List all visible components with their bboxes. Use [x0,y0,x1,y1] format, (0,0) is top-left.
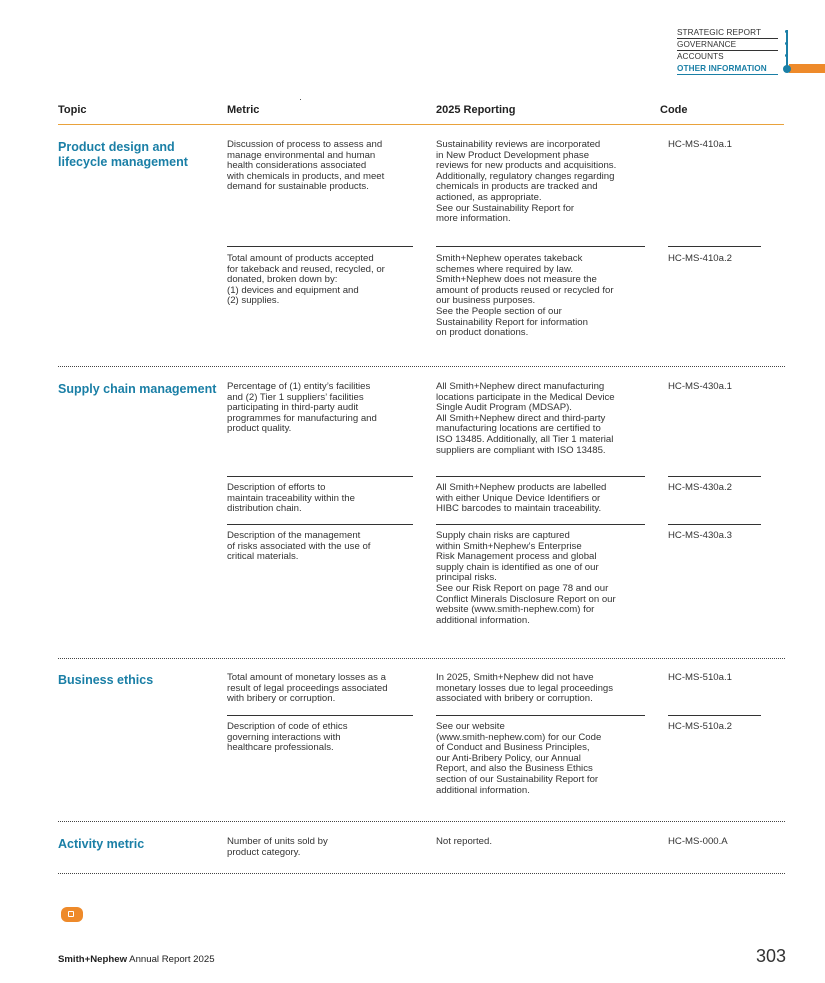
reporting-cell: Smith+Nephew operates takeback schemes where required by law. Smith+Nephew does not measure the amount of products reused or recycled for our business purposes. See the People section of our Sustainability Report for information on product donations. [436,253,614,339]
metric-cell: Description of efforts to maintain traceability within the distribution chain. [227,482,355,515]
reporting-cell: All Smith+Nephew products are labelled with either Unique Device Identifiers or HIBC barcodes to maintain traceability. [436,482,607,515]
nav-track-line [786,30,788,68]
speck [300,99,301,100]
metric-cell: Percentage of (1) entity’s facilities and (2) Tier 1 suppliers’ facilities participating in third-party audit programmes for manufacturing and product quality. [227,381,377,435]
header-metric: Metric [227,104,260,116]
nav-item-strategic-report[interactable]: STRATEGIC REPORT [677,27,778,39]
reporting-cell: Supply chain risks are captured within Smith+Nephew’s Enterprise Risk Management process and global supply chain is identified as one of our principal risks. See our Risk Report on page 78 and our Conflict Minerals Disclosure Report on our website (www.smith-nephew.com) for additional information. [436,530,616,626]
metric-cell: Description of code of ethics governing interactions with healthcare professionals. [227,721,348,754]
section-separator [58,366,785,367]
page-number: 303 [755,946,786,966]
nav-marker-dot [785,42,788,45]
footer-brand [58,954,215,965]
row-divider [227,246,413,247]
row-divider [227,524,413,525]
row-divider [668,246,761,247]
header-code: Code [660,104,688,116]
code-cell: HC-MS-430a.1 [668,381,732,392]
nav-marker-dot [785,54,788,57]
metric-cell: Description of the management of risks associated with the use of critical materials. [227,530,371,563]
row-divider [436,476,645,477]
row-divider [227,715,413,716]
document-icon[interactable] [61,907,83,922]
nav-marker-dot [785,30,788,33]
row-divider [436,246,645,247]
nav-item-governance[interactable]: GOVERNANCE [677,39,778,51]
section-separator [58,873,785,874]
row-divider [436,524,645,525]
nav-item-other-information[interactable]: OTHER INFORMATION [677,63,778,75]
section-separator [58,821,785,822]
metric-cell: Total amount of monetary losses as a result of legal proceedings associated with bribery or corruption. [227,672,388,705]
row-divider [227,476,413,477]
reporting-cell: In 2025, Smith+Nephew did not have monetary losses due to legal proceedings associated with bribery or corruption. [436,672,614,705]
reporting-cell: All Smith+Nephew direct manufacturing locations participate in the Medical Device Single Audit Program (MDSAP). All Smith+Nephew direct and third-party manufacturing locations are certified to ISO 13485. Additionally, all Tier 1 material suppliers are compliant with ISO 13485. [436,381,615,456]
metric-cell: Total amount of products accepted for takeback and reused, recycled, or donated, broken down by: (1) devices and equipment and (2) supplies. [227,253,385,307]
header-topic: Topic [58,104,87,116]
row-divider [668,476,761,477]
report-title: Annual Report 2025 [127,954,215,965]
metric-cell: Number of units sold by product category. [227,836,328,858]
topic-business-ethics: Business ethics [58,673,154,687]
header-reporting: 2025 Reporting [436,104,516,116]
table-header [58,104,784,125]
topic-activity-metric: Activity metric [58,837,145,851]
active-section-tab [789,64,825,73]
code-cell: HC-MS-510a.1 [668,672,732,683]
section-separator [58,658,785,659]
code-cell: HC-MS-510a.2 [668,721,732,732]
topic-supply-chain: Supply chain management [58,382,217,396]
row-divider [668,715,761,716]
active-section-dot [783,65,791,73]
metric-cell: Discussion of process to assess and manage environmental and human health considerations associated with chemicals in products, and meet demand for sustainable products. [227,139,385,193]
code-cell: HC-MS-410a.2 [668,253,732,264]
row-divider [668,524,761,525]
code-cell: HC-MS-430a.3 [668,530,732,541]
reporting-cell: Sustainability reviews are incorporated in New Product Development phase reviews for new products and acquisitions. Additionally, regulatory changes regarding chemicals in products are tracked and actioned, as appropriate. See our Sustainability Report for more information. [436,139,617,225]
brand-name: Smith+Nephew [58,954,128,965]
section-nav [677,27,825,75]
topic-product-design: Product design and lifecycle management [58,140,188,169]
nav-item-accounts[interactable]: ACCOUNTS [677,52,724,61]
reporting-cell: Not reported. [436,836,492,847]
reporting-cell: See our website (www.smith-nephew.com) for our Code of Conduct and Business Principles, our Anti-Bribery Policy, our Annual Report, and also the Business Ethics section of our Sustainability Report for additional information. [436,721,602,796]
code-cell: HC-MS-000.A [668,836,728,847]
code-cell: HC-MS-430a.2 [668,482,732,493]
row-divider [436,715,645,716]
code-cell: HC-MS-410a.1 [668,139,732,150]
